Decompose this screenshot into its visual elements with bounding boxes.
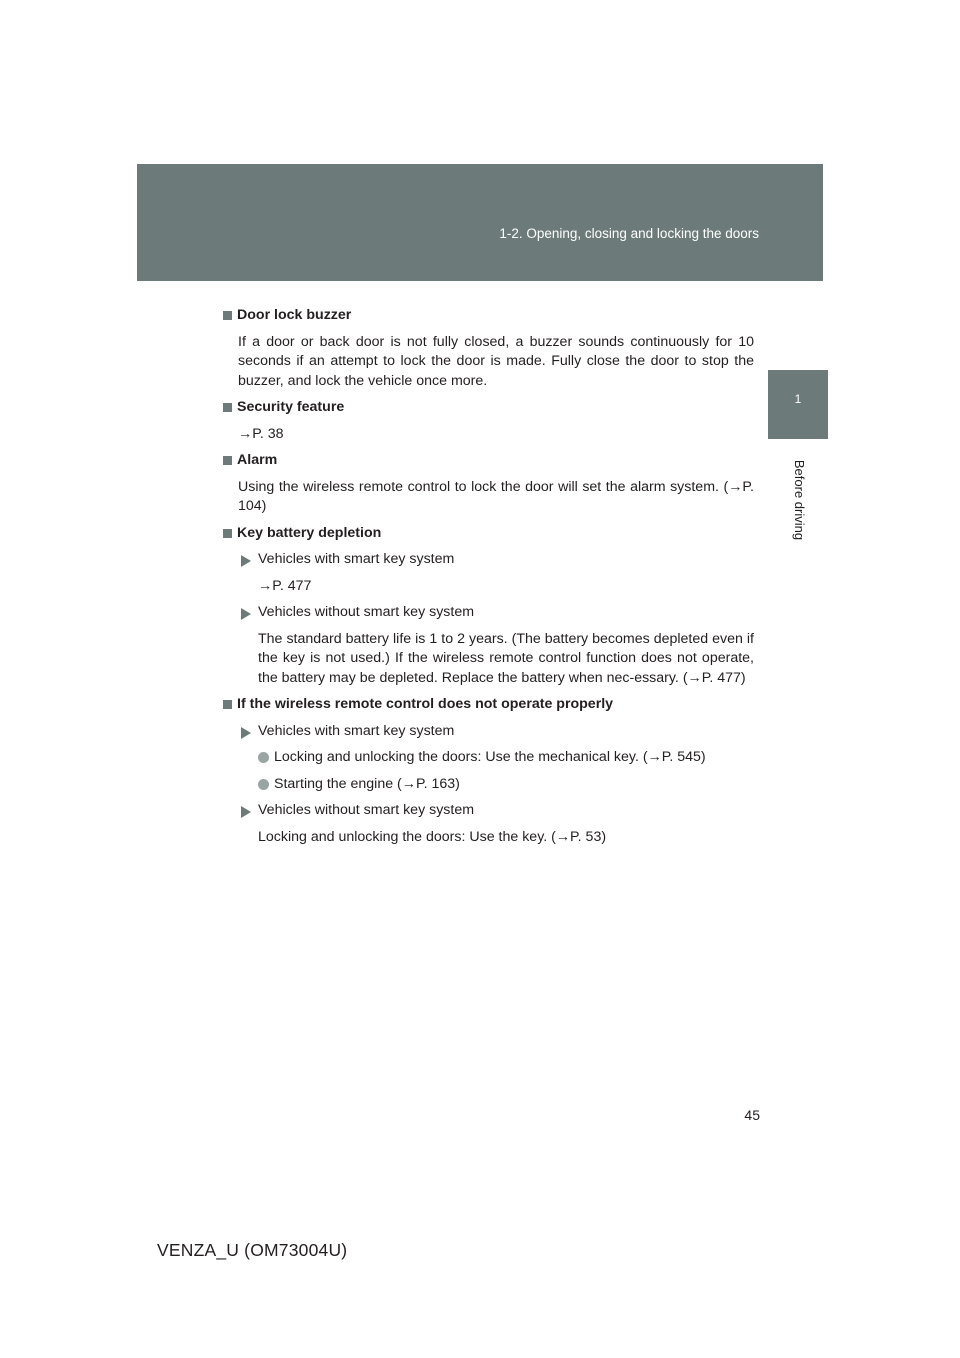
section-heading-remote-not-operating: If the wireless remote control does not operate properly [222, 695, 754, 715]
paragraph: Using the wireless remote control to lock the door will set the alarm system. (→P. 104) [238, 478, 754, 514]
list-item: Starting the engine (→P. 163) [222, 775, 754, 795]
paragraph: The standard battery life is 1 to 2 years. (The battery becomes depleted even if the key is not used.) If the wireless remote control function does not operate, the battery may be depleted. Replace the battery when nec-essary. (→P. 477) [258, 630, 754, 686]
chapter-title: 1-2. Opening, closing and locking the doors [499, 226, 759, 241]
triangle-bullet-icon [241, 555, 251, 567]
section-heading-key-battery: Key battery depletion [222, 524, 754, 544]
list-item: Vehicles with smart key system [222, 550, 754, 570]
chapter-number: 1 [794, 392, 802, 406]
paragraph: Locking and unlocking the doors: Use the key. (→P. 53) [258, 828, 607, 845]
chapter-tab [768, 370, 828, 439]
header-band [137, 164, 823, 281]
manual-code: VENZA_U (OM73004U) [157, 1240, 348, 1260]
list-item: Vehicles with smart key system [222, 722, 754, 742]
square-bullet-icon [223, 311, 232, 320]
list-item: Locking and unlocking the doors: Use the mechanical key. (→P. 545) [222, 748, 754, 768]
square-bullet-icon [223, 700, 232, 709]
page-number: 45 [744, 1107, 760, 1123]
square-bullet-icon [223, 403, 232, 412]
chapter-label: Before driving [792, 459, 807, 541]
square-bullet-icon [223, 456, 232, 465]
triangle-bullet-icon [241, 608, 251, 620]
section-heading-security-feature: Security feature [222, 398, 754, 418]
section-heading-alarm: Alarm [222, 451, 754, 471]
list-item: Vehicles without smart key system [222, 603, 754, 623]
triangle-bullet-icon [241, 806, 251, 818]
page-reference: →P. 38 [238, 425, 284, 442]
square-bullet-icon [223, 529, 232, 538]
paragraph: If a door or back door is not fully closed, a buzzer sounds continuously for 10 seconds if an attempt to lock the door is made. Fully close the door to stop the buzzer, and lock the vehicle once more. [238, 333, 754, 389]
circle-bullet-icon [258, 752, 269, 763]
section-heading-door-lock-buzzer: Door lock buzzer [222, 306, 754, 326]
page-reference: →P. 477 [258, 577, 312, 594]
page-content [222, 306, 754, 854]
triangle-bullet-icon [241, 727, 251, 739]
circle-bullet-icon [258, 779, 269, 790]
list-item: Vehicles without smart key system [222, 801, 754, 821]
